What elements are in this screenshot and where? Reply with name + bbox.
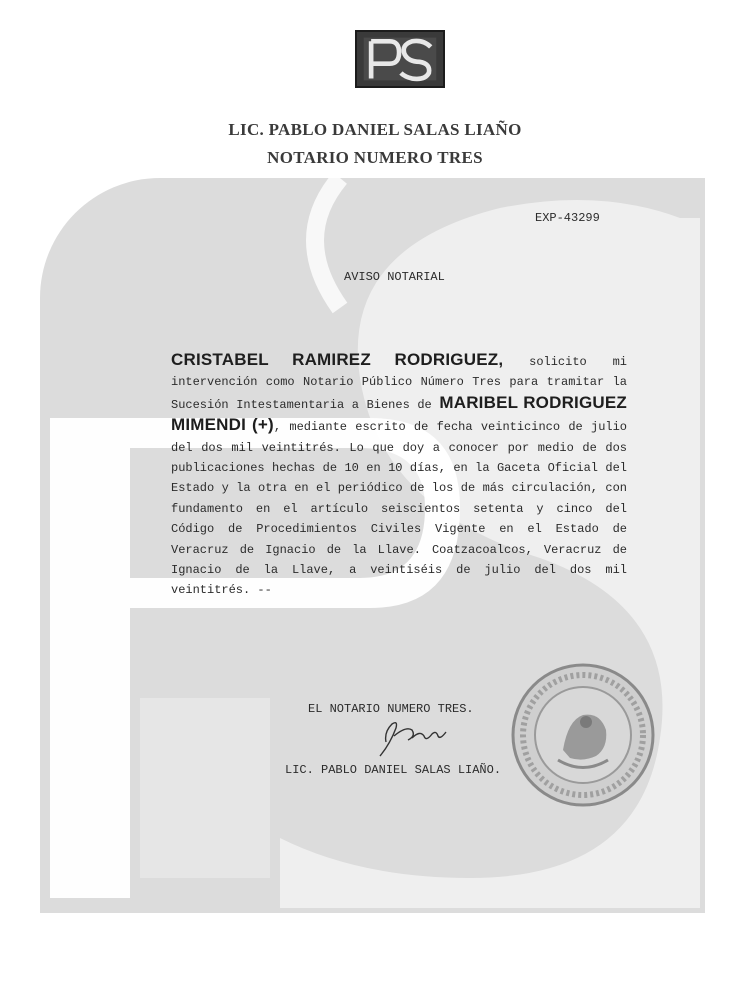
document-title: AVISO NOTARIAL xyxy=(344,270,445,284)
signature-closing: EL NOTARIO NUMERO TRES. xyxy=(308,702,474,716)
notice-text-part-1: solicito mi intervención como Notario Público Número Tres para tramitar la Sucesión Intestamentaria a Bienes de xyxy=(171,355,627,412)
notice-body xyxy=(171,350,627,601)
notary-seal-icon xyxy=(508,660,658,810)
signer-name: LIC. PABLO DANIEL SALAS LIAÑO. xyxy=(285,763,502,777)
notice-text-part-2: , mediante escrito de fecha veinticinco de julio del dos mil veintitrés. Lo que doy a conocer por medio de dos publicaciones hechas de 10 en 10 días, en la Gaceta Oficial del Estado y la otra en el periódico de los de más circulación, con fundamento en el artículo seiscientos setenta y cinco del Código de Procedimientos Civiles Vigente en el Estado de Veracruz de Ignacio de la Llave. Coatzacoalcos, Veracruz de Ignacio de la Llave, a veintiséis de julio del dos mil veintitrés. -- xyxy=(171,420,627,598)
applicant-name: CRISTABEL RAMIREZ RODRIGUEZ, xyxy=(171,350,504,369)
expediente-number: EXP-43299 xyxy=(535,211,600,225)
deceased-name: MARIBEL RODRIGUEZ MIMENDI (+) xyxy=(171,392,627,435)
notary-name-heading: LIC. PABLO DANIEL SALAS LIAÑO xyxy=(228,120,522,139)
ps-logo-icon xyxy=(355,30,445,88)
handwritten-signature-icon xyxy=(372,716,452,760)
notary-number-heading: NOTARIO NUMERO TRES xyxy=(267,148,483,167)
